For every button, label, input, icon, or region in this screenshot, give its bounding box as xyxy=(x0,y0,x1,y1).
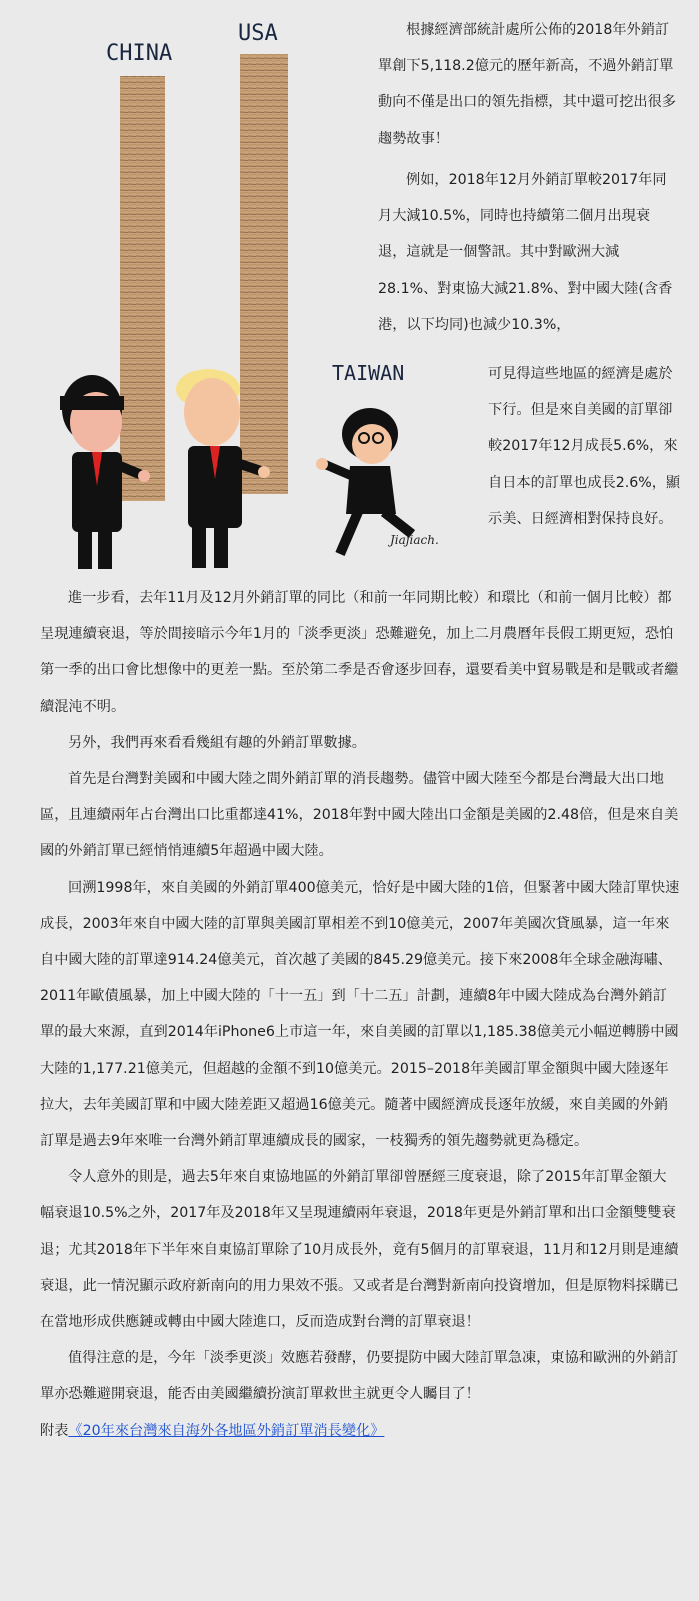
taiwan-label: TAIWAN xyxy=(332,361,405,385)
intro-paragraph-2 xyxy=(378,162,678,343)
body-paragraph-4: 進一步看，去年11月及12月外銷訂單的同比（和前一年同期比較）和環比（和前一個月比較）都呈現連續衰退，等於間接暗示今年1月的「淡季更淡」恐難避免，加上二月農曆年長假工期更短，恐怕第一季的出口會比想像中的更差一點。至於第二季是否會逐步回春，還要看美中貿易戰是和是戰或者繼續混沌不明。 xyxy=(40,590,679,715)
body-paragraph-7: 回溯1998年，來自美國的外銷訂單400億美元，恰好是中國大陸的1倍，但緊著中國大陸訂單快速成長，2003年來自中國大陸的訂單與美國訂單相差不到10億美元，2007年美國次貸風暴，這一年來自中國大陸的訂單達914.24億美元，首次越了美國的845.29億美元。接下來2008年全球金融海嘯、2011年歐債風暴，加上中國大陸的「十一五」到「十二五」計劃，連續8年中國大陸成為台灣外銷訂單的最大來源，直到2014年iPhone6上市這一年，來自美國的訂單以1,185.38億美元小幅逆轉勝中國大陸的1,177.21億美元，但超越的金額不到10億美元。2015–2018年美國訂單金額與中國大陸逐年拉大，去年美國訂單和中國大陸差距又超過16億美元。隨著中國經濟成長逐年放緩，來自美國的外銷訂單是過去9年來唯一台灣外銷訂單連續成長的國家，一枝獨秀的領先趨勢就更為穩定。 xyxy=(40,879,680,1150)
artist-signature: Jiajiach. xyxy=(390,533,439,547)
usa-money-stack xyxy=(240,54,288,494)
intro-text-2: 例如，2018年12月外銷訂單較2017年同月大減10.5%，同時也持續第二個月出現衰退，這就是一個警訊。其中對歐洲大減28.1%、對東協大減21.8%、對中國大陸(含香港，以下均同)也減少10.3%， xyxy=(378,172,673,333)
appendix-link[interactable]: 《20年來台灣來自海外各地區外銷訂單消長變化》 xyxy=(68,1422,385,1439)
body-paragraph-9: 值得注意的是，今年「淡季更淡」效應若發酵，仍要提防中國大陸訂單急凍，東協和歐洲的外銷訂單亦恐難避開衰退，能否由美國繼續扮演訂單救世主就更令人矚目了！ xyxy=(40,1350,679,1403)
intro-text-1: 根據經濟部統計處所公佈的2018年外銷訂單創下5,118.2億元的歷年新高，不過外銷訂單動向不僅是出口的領先指標，其中還可挖出很多趨勢故事！ xyxy=(378,22,676,147)
appendix-line xyxy=(40,1413,680,1449)
appendix-prefix: 附表 xyxy=(40,1422,69,1439)
article-body xyxy=(40,580,680,1449)
intro-text-3: 可見得這些地區的經濟是處於下行。但是來自美國的訂單卻較2017年12月成長5.6%，來自日本的訂單也成長2.6%，顯示美、日經濟相對保持良好。 xyxy=(488,366,681,527)
body-paragraph-8: 令人意外的則是，過去5年來自東協地區的外銷訂單卻曾歷經三度衰退，除了2015年訂單金額大幅衰退10.5%之外，2017年及2018年又呈現連續兩年衰退，2018年更是外銷訂單和出口金額雙雙衰退；尤其2018年下半年來自東協訂單除了10月成長外，竟有5個月的訂單衰退，11月和12月則是連續衰退，此一情況顯示政府新南向的用力果效不張。又或者是台灣對新南向投資增加，但是原物料採購已在當地形成供應鏈或轉由中國大陸進口，反而造成對台灣的訂單衰退！ xyxy=(40,1169,679,1331)
intro-paragraph-3 xyxy=(488,356,682,537)
china-money-stack xyxy=(120,76,165,501)
intro-paragraph-1 xyxy=(378,12,678,157)
body-paragraph-6: 首先是台灣對美國和中國大陸之間外銷訂單的消長趨勢。儘管中國大陸至今都是台灣最大出口地區，且連續兩年占台灣出口比重都達41%，2018年對中國大陸出口金額是美國的2.48倍，但是來自美國的外銷訂單已經悄悄連續5年超過中國大陸。 xyxy=(40,771,679,860)
china-label: CHINA xyxy=(106,41,173,66)
body-paragraph-5: 另外，我們再來看看幾組有趣的外銷訂單數據。 xyxy=(68,734,366,751)
usa-label: USA xyxy=(238,21,278,46)
